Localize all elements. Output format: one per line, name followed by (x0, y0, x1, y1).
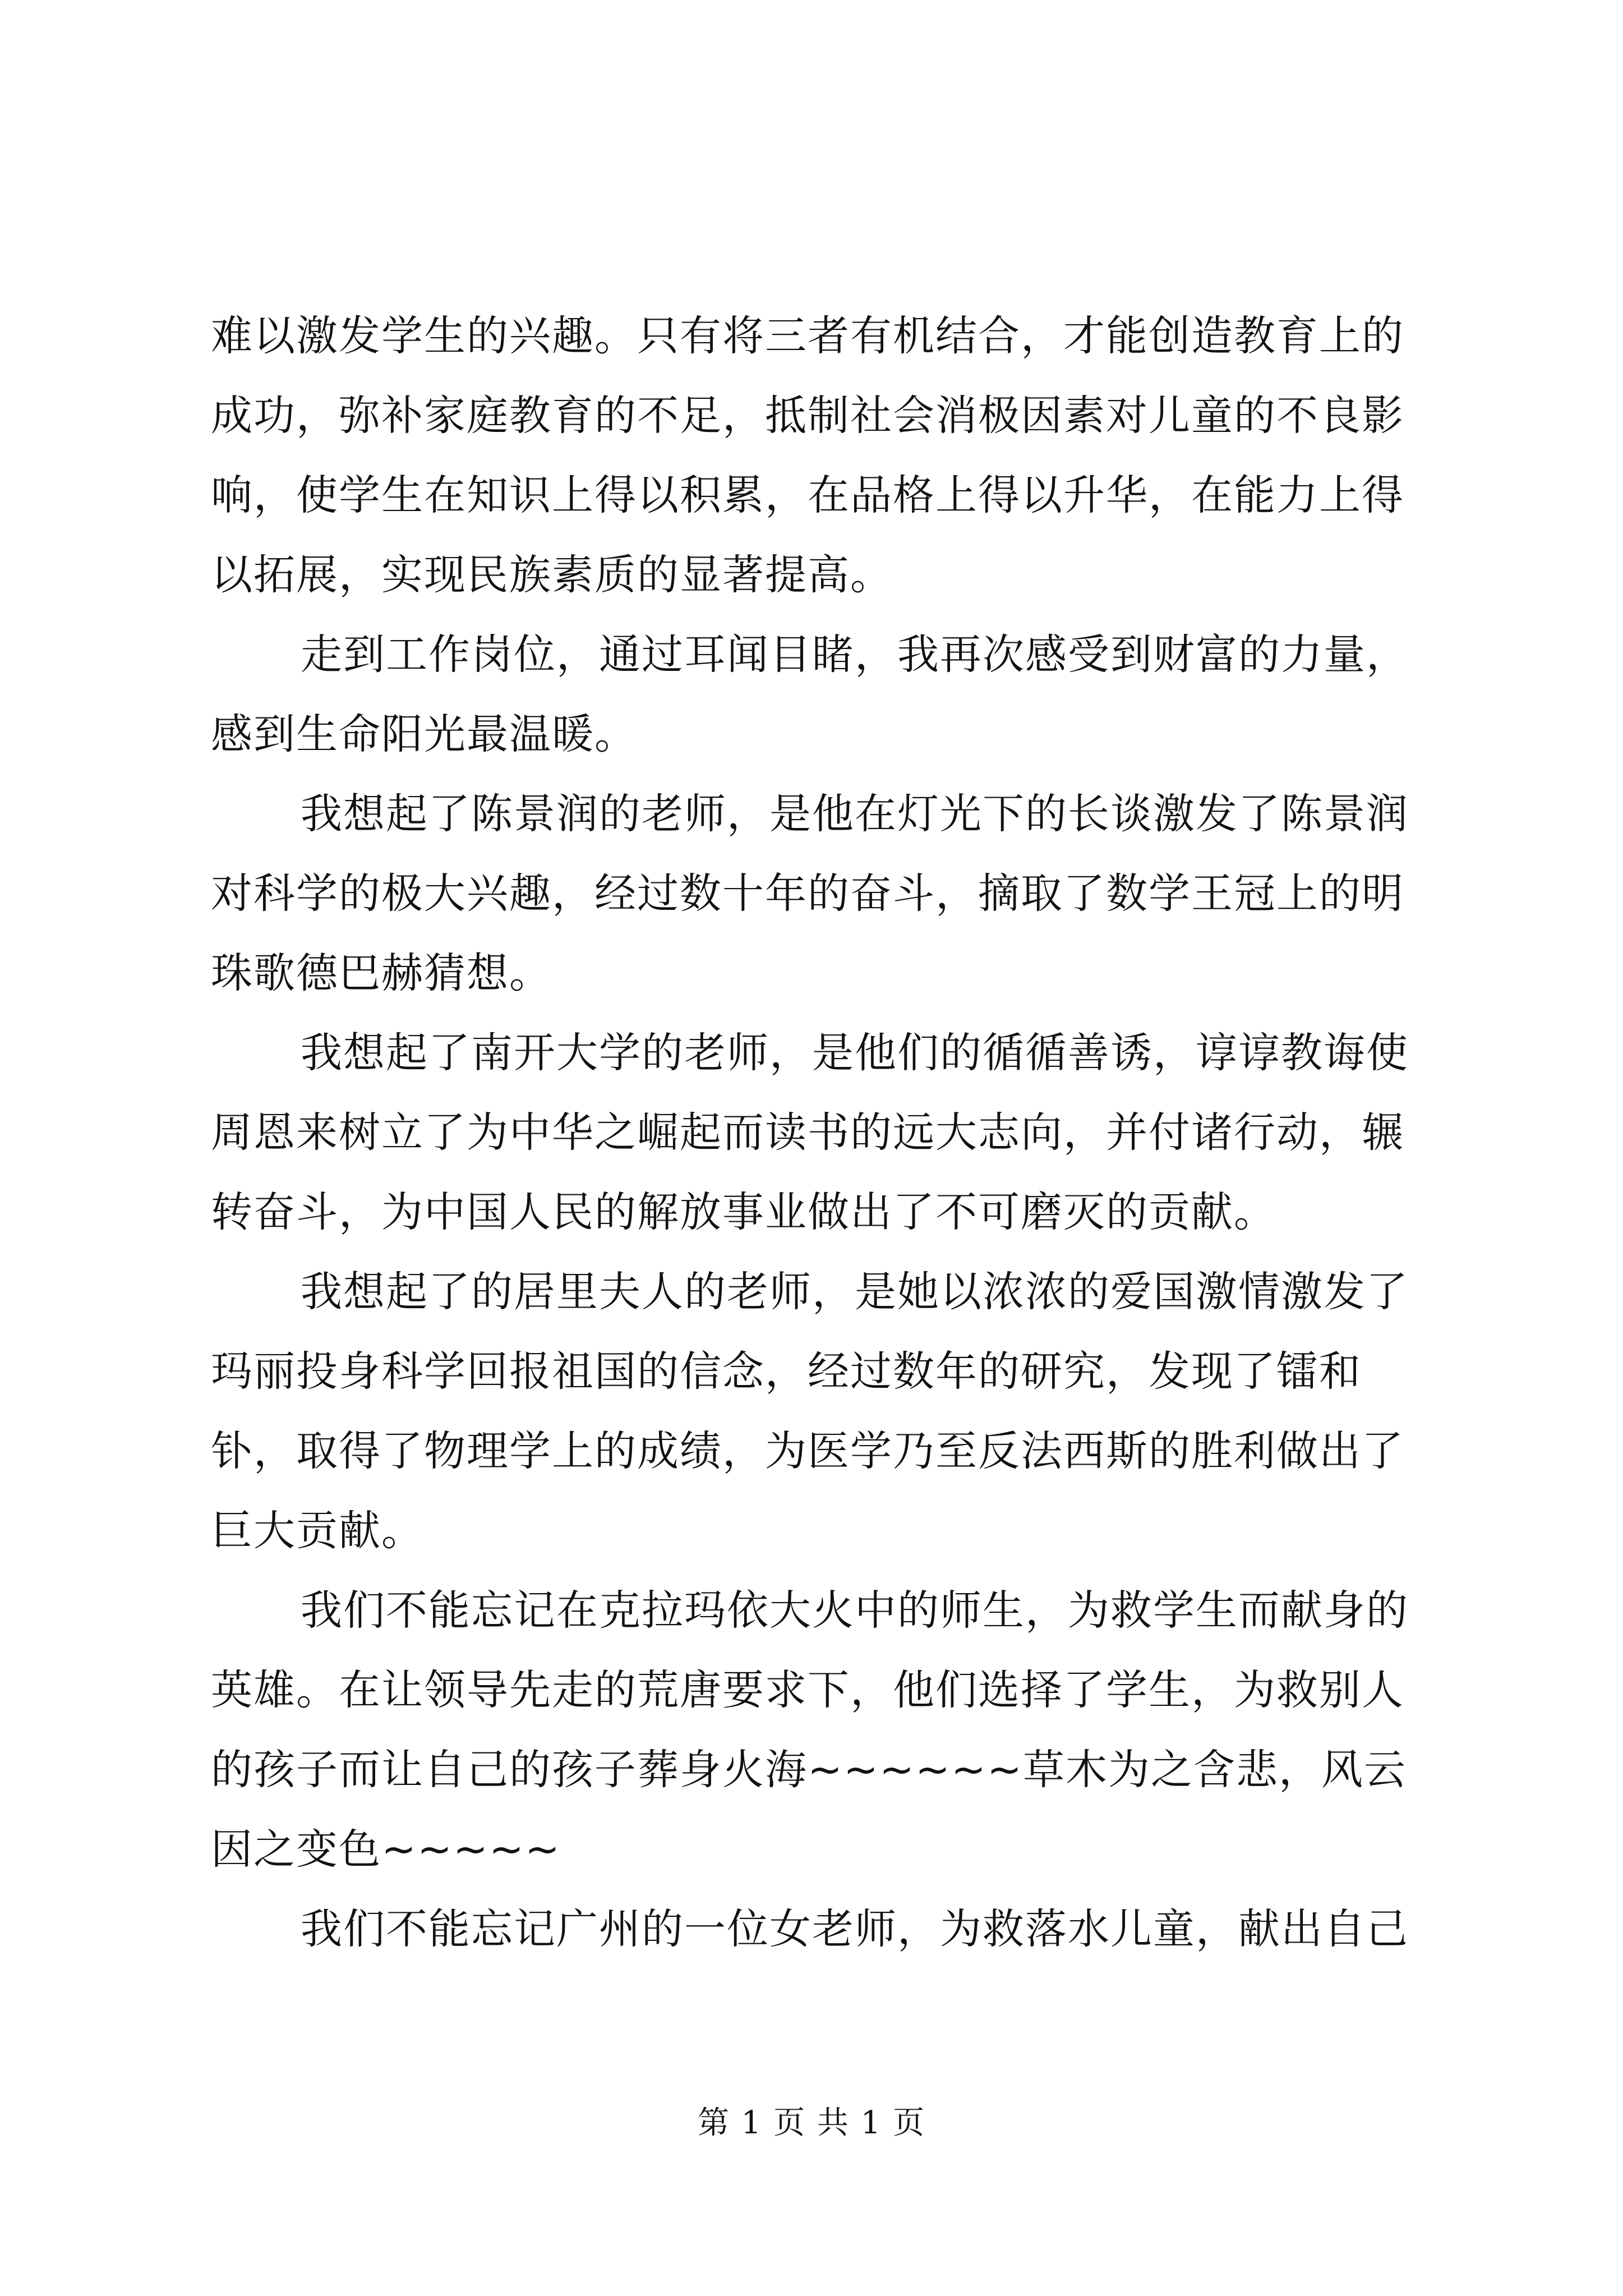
paragraph: 我想起了的居里夫人的老师，是她以浓浓的爱国激情激发了玛丽投身科学回报祖国的信念，经过数年的研究，发现了镭和钋，取得了物理学上的成绩，为医学乃至反法西斯的胜利做出了巨大贡献。 (211, 1268, 1409, 1555)
document-body (211, 296, 1417, 1969)
page-footer (0, 2098, 1623, 2143)
page-number-label: 第 1 页 共 1 页 (697, 2105, 926, 2141)
paragraph: 难以激发学生的兴趣。只有将三者有机结合，才能创造教育上的成功，弥补家庭教育的不足，抵制社会消极因素对儿童的不良影响，使学生在知识上得以积累，在品格上得以升华，在能力上得以拓展，实现民族素质的显著提高。 (211, 312, 1404, 599)
paragraph: 我想起了南开大学的老师，是他们的循循善诱，谆谆教诲使周恩来树立了为中华之崛起而读书的远大志向，并付诸行动，辗转奋斗，为中国人民的解放事业做出了不可磨灭的贡献。 (211, 1029, 1409, 1236)
paragraph: 走到工作岗位，通过耳闻目睹，我再次感受到财富的力量，感到生命阳光最温暖。 (211, 631, 1409, 758)
paragraph: 我们不能忘记广州的一位女老师，为救落水儿童，献出自己 (301, 1905, 1409, 1953)
paragraph: 我想起了陈景润的老师，是他在灯光下的长谈激发了陈景润对科学的极大兴趣，经过数十年的奋斗，摘取了数学王冠上的明珠歌德巴赫猜想。 (211, 790, 1409, 997)
paragraph: 我们不能忘记在克拉玛依大火中的师生，为救学生而献身的英雄。在让领导先走的荒唐要求下，他们选择了学生，为救别人的孩子而让自己的孩子葬身火海~~~~~~草木为之含悲，风云因之变色~~~~~ (211, 1586, 1409, 1874)
